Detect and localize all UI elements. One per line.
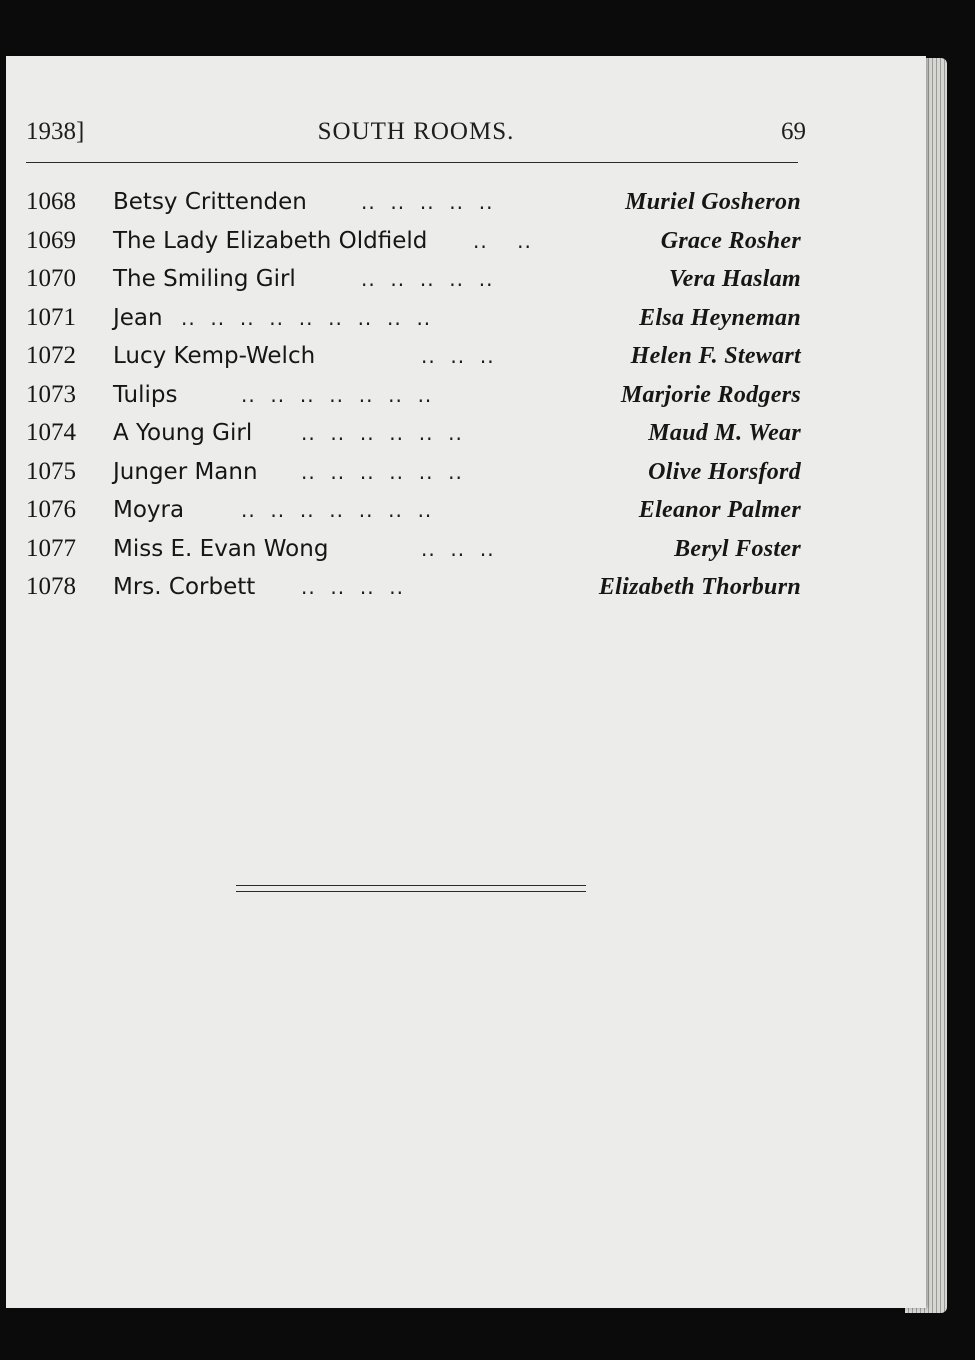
catalogue-entry — [26, 491, 801, 530]
header-year: 1938] — [26, 118, 85, 145]
catalogue-entry — [26, 222, 801, 261]
page-title: SOUTH ROOMS. — [317, 118, 515, 145]
entry-artist: Beryl Foster — [674, 535, 801, 562]
catalogue-entry — [26, 453, 801, 492]
leader-dots: .. .. .. .. .. .. .. — [241, 498, 433, 522]
end-rule — [236, 885, 586, 892]
catalogue-entry — [26, 299, 801, 338]
entry-title: The Smiling Girl — [113, 266, 296, 292]
leader-dots: .. .. .. .. .. .. — [301, 459, 463, 484]
entry-artist: Marjorie Rodgers — [620, 381, 801, 408]
running-head — [26, 118, 806, 154]
entry-title: Junger Mann — [113, 458, 258, 485]
leader-dots: .. .. .. — [421, 344, 495, 368]
entry-title: Tulips — [113, 381, 178, 408]
leader-dots: .. .. .. .. .. — [361, 267, 494, 291]
catalogue-entry — [26, 337, 801, 376]
catalogue-list — [26, 183, 801, 607]
entry-number: 1069 — [26, 226, 76, 254]
leader-dots: .. .. .. .. .. — [361, 190, 494, 214]
entry-title: A Young Girl — [113, 420, 253, 446]
leader-dots: .. .. .. .. — [301, 575, 405, 599]
entry-artist: Elsa Heyneman — [639, 304, 801, 331]
entry-title: Miss E. Evan Wong — [113, 535, 329, 562]
entry-artist: Muriel Gosheron — [625, 189, 801, 215]
entry-number: 1071 — [26, 303, 76, 331]
entry-artist: Olive Horsford — [648, 458, 801, 485]
catalogue-entry — [26, 260, 801, 299]
leader-dots: .. .. .. .. .. .. — [301, 421, 463, 445]
catalogue-entry — [26, 530, 801, 569]
book-page — [6, 56, 926, 1308]
entry-number: 1070 — [26, 265, 76, 292]
catalogue-entry — [26, 183, 801, 222]
leader-dots: .. .. — [473, 228, 532, 253]
entry-title: Betsy Crittenden — [113, 189, 307, 215]
entry-number: 1076 — [26, 496, 76, 523]
entry-number: 1073 — [26, 380, 76, 408]
entry-artist: Maud M. Wear — [648, 420, 801, 446]
catalogue-entry — [26, 376, 801, 415]
catalogue-entry — [26, 414, 801, 453]
entry-number: 1072 — [26, 342, 76, 369]
entry-number: 1078 — [26, 573, 76, 600]
leader-dots: .. .. .. .. .. .. .. — [241, 382, 433, 407]
entry-title: Jean — [113, 304, 163, 331]
entry-artist: Elizabeth Thorburn — [598, 574, 801, 600]
entry-number: 1077 — [26, 534, 76, 562]
entry-title: The Lady Elizabeth Oldfield — [113, 227, 428, 254]
entry-artist: Grace Rosher — [660, 227, 801, 254]
entry-number: 1068 — [26, 188, 76, 215]
entry-artist: Vera Haslam — [669, 266, 801, 292]
page-number: 69 — [781, 118, 806, 145]
entry-artist: Helen F. Stewart — [630, 343, 801, 369]
entry-title: Moyra — [113, 497, 185, 523]
leader-dots: .. .. .. .. .. .. .. .. .. — [181, 305, 432, 330]
entry-number: 1074 — [26, 419, 76, 446]
entry-title: Mrs. Corbett — [113, 574, 256, 600]
entry-number: 1075 — [26, 457, 76, 485]
header-rule — [26, 162, 798, 163]
leader-dots: .. .. .. — [421, 536, 495, 561]
entry-title: Lucy Kemp-Welch — [113, 343, 316, 369]
entry-artist: Eleanor Palmer — [638, 497, 801, 523]
catalogue-entry — [26, 568, 801, 607]
